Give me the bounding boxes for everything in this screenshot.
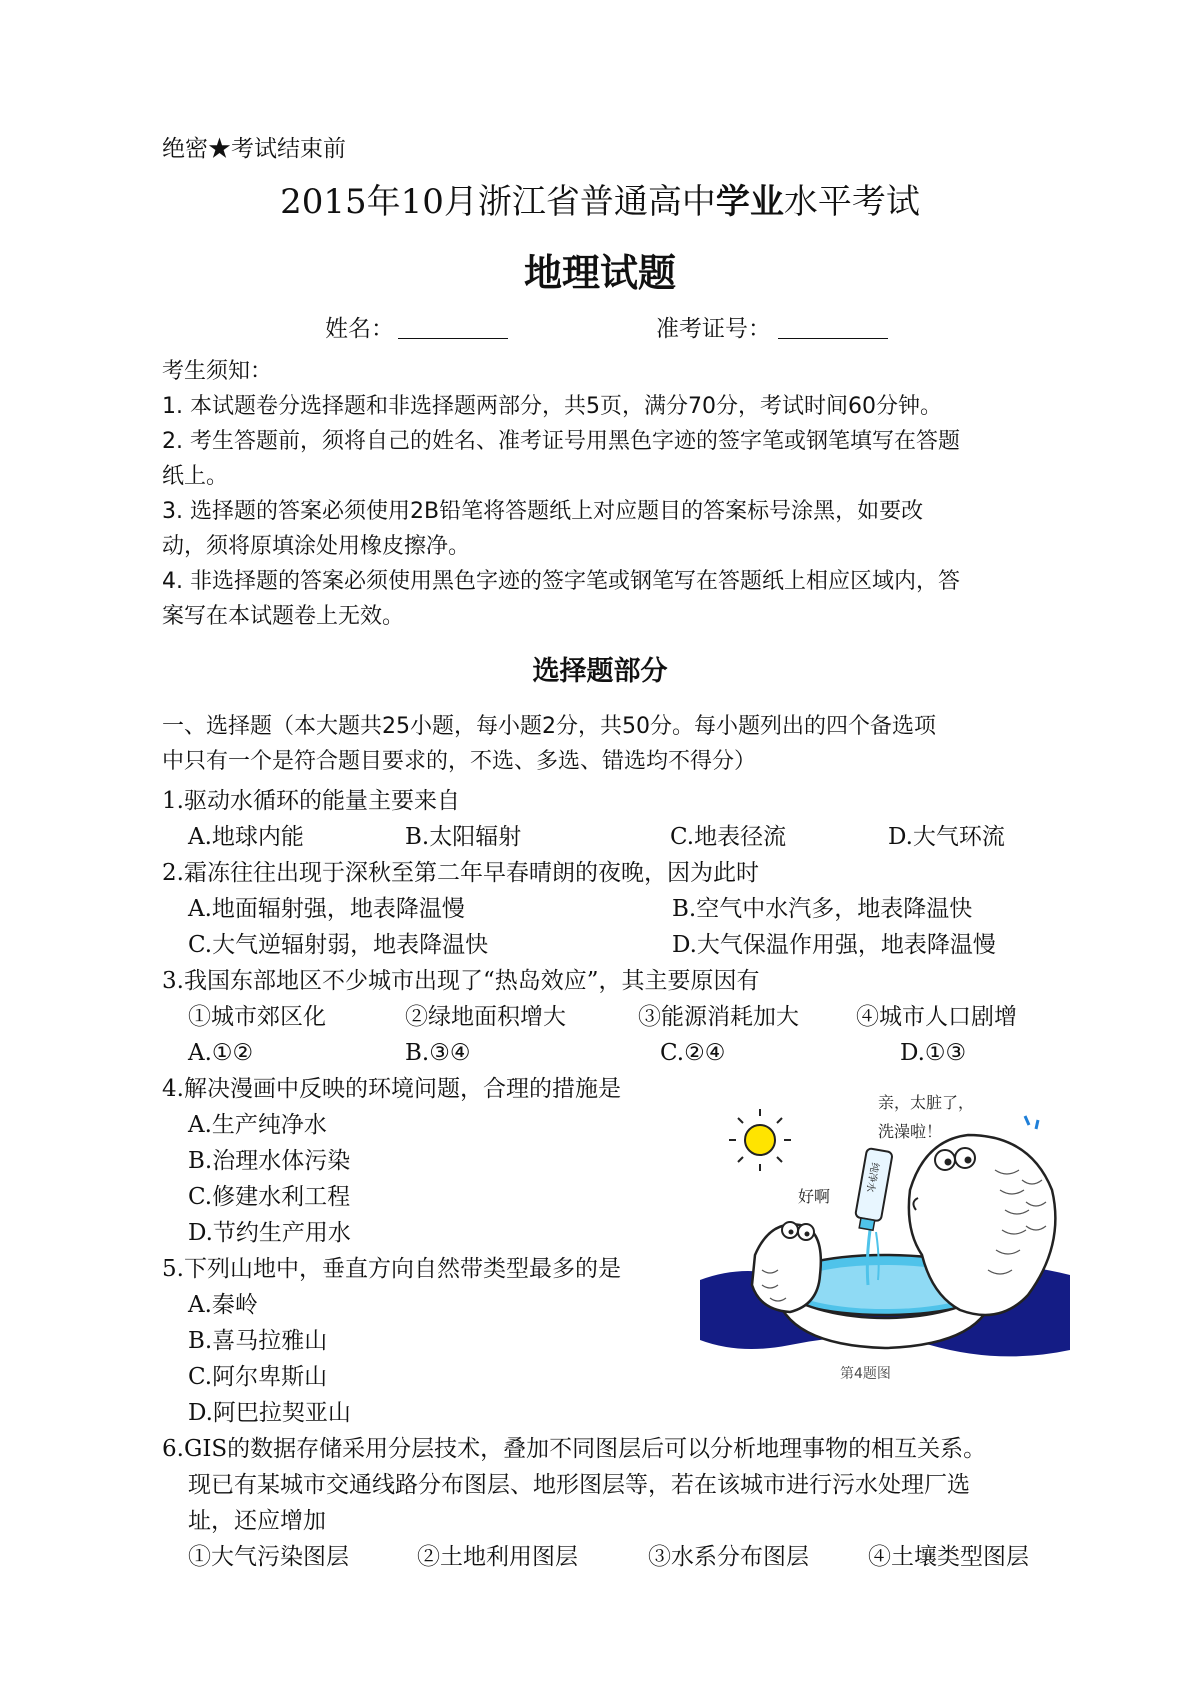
q3-item-1: ①城市郊区化 <box>188 1004 326 1030</box>
q6-item-3: ③水系分布图层 <box>648 1544 809 1570</box>
q4-stem: 4.解决漫画中反映的环境问题，合理的措施是 <box>162 1076 621 1102</box>
name-blank <box>398 338 508 339</box>
q6-stem: 现已有某城市交通线路分布图层、地形图层等，若在该城市进行污水处理厂选 <box>188 1472 970 1498</box>
notice-line: 纸上。 <box>162 464 229 489</box>
q6-item-4: ④土壤类型图层 <box>868 1544 1029 1570</box>
title-bold: 学业 <box>715 182 784 222</box>
bottle-label: 纯净水 <box>863 1161 880 1193</box>
q3-option-c: C.②④ <box>660 1040 726 1066</box>
cartoon-caption: 第4题图 <box>840 1366 891 1382</box>
q4-option-b: B.治理水体污染 <box>188 1148 351 1174</box>
speech-text-3: 好啊 <box>798 1187 831 1206</box>
q6-item-2: ②土地利用图层 <box>417 1544 578 1570</box>
q5-option-b: B.喜马拉雅山 <box>188 1328 328 1354</box>
q1-option-b: B.太阳辐射 <box>405 824 522 850</box>
q3-option-b: B.③④ <box>405 1040 471 1066</box>
q2-option-b: B.空气中水汽多，地表降温快 <box>672 896 973 922</box>
q2-option-d: D.大气保温作用强，地表降温慢 <box>672 932 996 958</box>
q1-stem: 1.驱动水循环的能量主要来自 <box>162 788 460 814</box>
q5-option-c: C.阿尔卑斯山 <box>188 1364 328 1390</box>
q4-option-d: D.节约生产用水 <box>188 1220 351 1246</box>
exam-title <box>0 180 1200 224</box>
speech-text-2: 洗澡啦！ <box>878 1122 943 1141</box>
q1-option-c: C.地表径流 <box>670 824 787 850</box>
notice-line: 3. 选择题的答案必须使用2B铅笔将答题纸上对应题目的答案标号涂黑，如要改 <box>162 499 924 524</box>
q3-option-a: A.①② <box>188 1040 254 1066</box>
section-intro: 中只有一个是符合题目要求的，不选、多选、错选均不得分） <box>162 749 757 774</box>
id-blank <box>778 338 888 339</box>
q2-option-a: A.地面辐射强，地表降温慢 <box>188 896 465 922</box>
title-pre: 2015年10月浙江省普通高中 <box>280 182 716 222</box>
notice-line: 4. 非选择题的答案必须使用黑色字迹的签字笔或钢笔写在答题纸上相应区域内，答 <box>162 569 960 594</box>
notice-line: 动，须将原填涂处用橡皮擦净。 <box>162 534 471 559</box>
title-post: 水平考试 <box>783 182 920 222</box>
section-title: 选择题部分 <box>532 656 668 687</box>
cartoon-illustration <box>700 1080 1070 1380</box>
q3-item-3: ③能源消耗加大 <box>638 1004 799 1030</box>
q1-option-a: A.地球内能 <box>188 824 304 850</box>
section-intro: 一、选择题（本大题共25小题，每小题2分，共50分。每小题列出的四个备选项 <box>162 714 936 739</box>
notice-line: 1. 本试题卷分选择题和非选择题两部分，共5页，满分70分，考试时间60分钟。 <box>162 394 942 419</box>
secret-label: 绝密★考试结束前 <box>162 136 346 162</box>
q2-stem: 2.霜冻往往出现于深秋至第二年早春晴朗的夜晚，因为此时 <box>162 860 759 886</box>
id-label: 准考证号： <box>656 316 771 342</box>
q1-option-d: D.大气环流 <box>888 824 1005 850</box>
q4-option-a: A.生产纯净水 <box>188 1112 327 1138</box>
q3-stem: 3.我国东部地区不少城市出现了“热岛效应”，其主要原因有 <box>162 968 760 994</box>
q4-option-c: C.修建水利工程 <box>188 1184 351 1210</box>
q5-stem: 5.下列山地中，垂直方向自然带类型最多的是 <box>162 1256 621 1282</box>
subject-title: 地理试题 <box>523 250 676 295</box>
q6-item-1: ①大气污染图层 <box>188 1544 349 1570</box>
notice-line: 2. 考生答题前，须将自己的姓名、准考证号用黑色字迹的签字笔或钢笔填写在答题 <box>162 429 960 454</box>
q5-option-d: D.阿巴拉契亚山 <box>188 1400 351 1426</box>
speech-text-1: 亲，太脏了， <box>878 1093 975 1112</box>
q6-stem: 址，还应增加 <box>188 1508 326 1534</box>
name-label: 姓名： <box>325 316 394 342</box>
q6-stem: 6.GIS的数据存储采用分层技术，叠加不同图层后可以分析地理事物的相互关系。 <box>162 1436 987 1462</box>
q2-option-c: C.大气逆辐射弱，地表降温快 <box>188 932 489 958</box>
notice-heading: 考生须知： <box>162 359 273 384</box>
q5-option-a: A.秦岭 <box>188 1292 258 1318</box>
q3-item-2: ②绿地面积增大 <box>405 1004 566 1030</box>
q3-item-4: ④城市人口剧增 <box>856 1004 1017 1030</box>
notice-line: 案写在本试题卷上无效。 <box>162 604 405 629</box>
q3-option-d: D.①③ <box>900 1040 967 1066</box>
sun-icon <box>729 1109 791 1171</box>
